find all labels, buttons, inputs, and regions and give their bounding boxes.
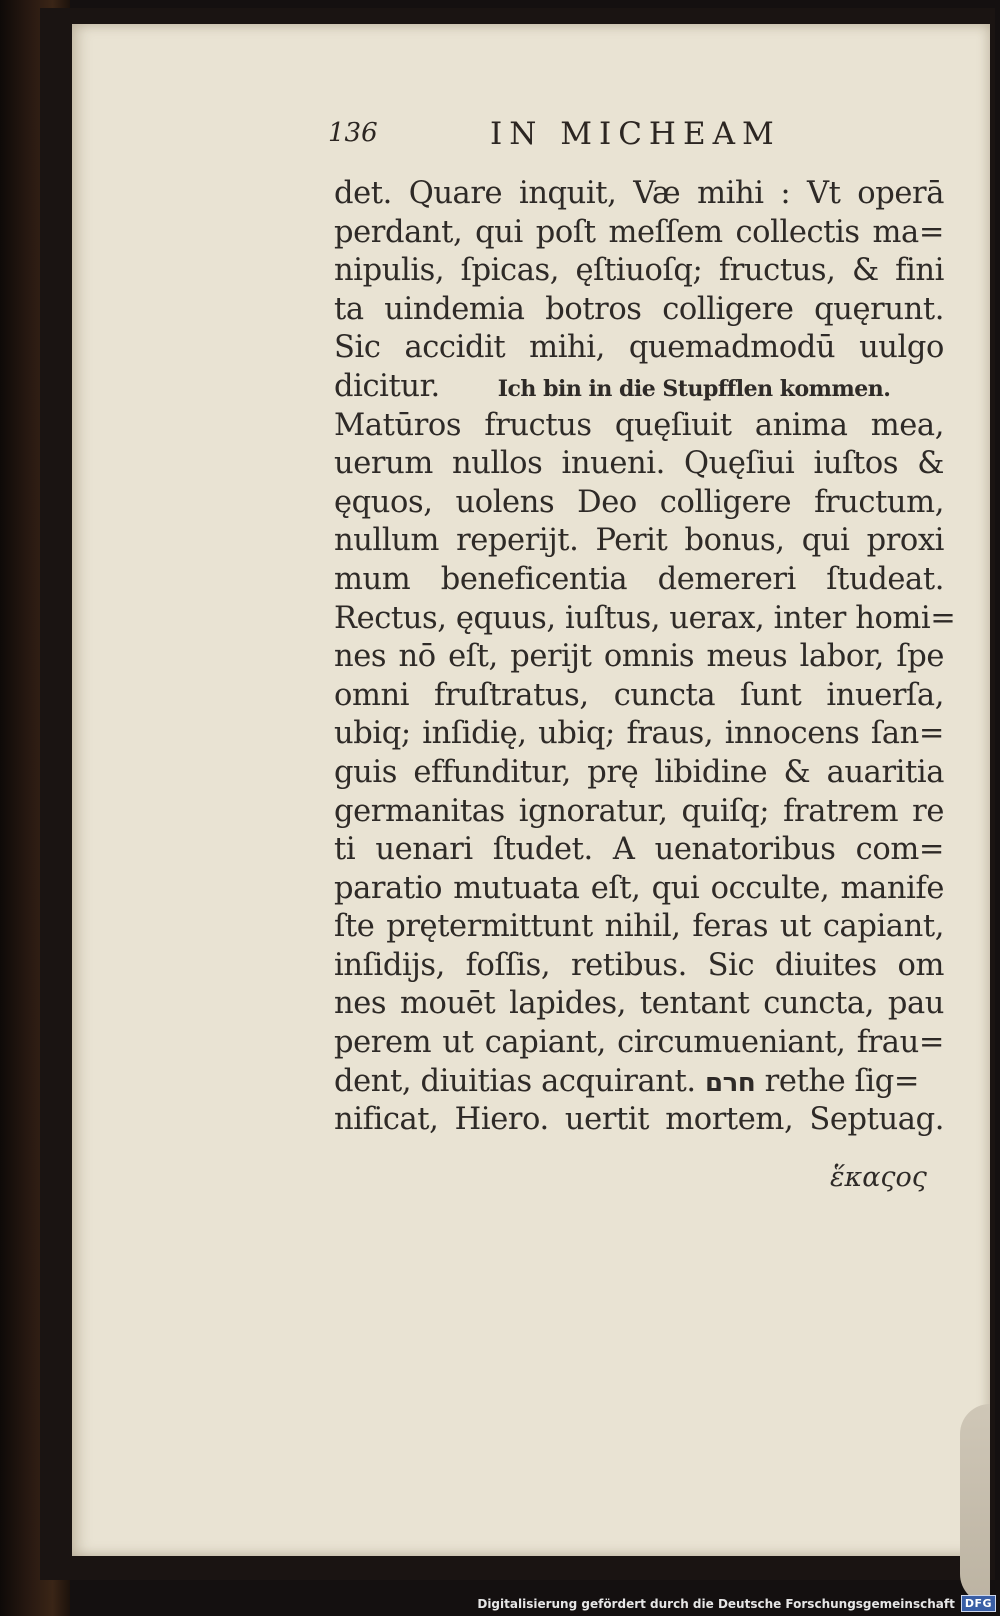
text-line: perdant, qui poſt meſſem collectis ma= <box>334 214 944 250</box>
text-line-german <box>334 368 944 407</box>
text-line: mum beneficentia demereri ſtudeat. <box>334 561 944 597</box>
text-line: Matūros fructus quęſiuit anima mea, <box>334 407 944 443</box>
dicitur-word: dicitur. <box>334 368 440 404</box>
page-edge <box>960 1404 990 1604</box>
german-phrase: Ich bin in die Stupfflen kommen. <box>497 375 891 402</box>
text-line: guis effunditur, prę libidine & auaritia <box>334 754 944 790</box>
text-line: Rectus, ęquus, iuſtus, uerax, inter homi= <box>334 600 956 636</box>
text-line: paratio mutuata eſt, qui occulte, manife <box>334 870 944 906</box>
text-line: Sic accidit mihi, quemadmodū uulgo <box>334 330 944 366</box>
running-head: IN MICHEAM <box>490 116 781 152</box>
text-line-hebrew <box>334 1063 944 1102</box>
text-line: omni fruſtratus, cuncta ſunt inuerſa, <box>334 677 944 713</box>
text-line: nes nō eſt, perijt omnis meus labor, ſpe <box>334 639 944 675</box>
text-line: ta uindemia botros colligere quęrunt. <box>334 291 944 327</box>
footer <box>477 1595 996 1612</box>
catchword: ἕκαςος <box>830 1162 927 1193</box>
page-header <box>328 118 808 158</box>
text-line: uerum nullos inueni. Quęſiui iuſtos & <box>334 446 944 482</box>
text-line: germanitas ignoratur, quiſq; fratrem re <box>334 793 944 829</box>
hebrew-word: חרם <box>704 1067 756 1098</box>
page-number: 136 <box>328 118 378 148</box>
text-line: ſte prętermittunt nihil, feras ut capiant, <box>334 909 944 945</box>
text-line: ęquos, uolens Deo colligere fructum, <box>334 484 944 520</box>
text-line: nes mouēt lapides, tentant cuncta, pau <box>334 986 944 1022</box>
text-line: nullum reperijt. Perit bonus, qui proxi <box>334 523 944 559</box>
text-fragment: dent, diuitias acquirant. <box>334 1063 696 1099</box>
text-line: perem ut capiant, circumueniant, frau= <box>334 1025 944 1061</box>
text-line: nipulis, ſpicas, ęſtiuoſq; fructus, & fini <box>334 253 944 289</box>
dfg-logo: DFG <box>961 1595 996 1612</box>
rethe-tail: rethe ſig= <box>764 1063 920 1099</box>
digitization-credit: Digitalisierung gefördert durch die Deutsche Forschungsgemeinschaft <box>477 1596 955 1611</box>
text-line: ubiq; inſidię, ubiq; fraus, innocens ſan= <box>334 716 944 752</box>
body-text <box>334 175 956 1140</box>
text-line: det. Quare inquit, Væ mihi : Vt operā <box>334 176 944 211</box>
text-line: inſidijs, foſſis, retibus. Sic diuites om <box>334 947 944 983</box>
text-line: nificat, Hiero. uertit mortem, Septuag. <box>334 1102 944 1138</box>
text-line: ti uenari ſtudet. A uenatoribus com= <box>334 832 944 868</box>
